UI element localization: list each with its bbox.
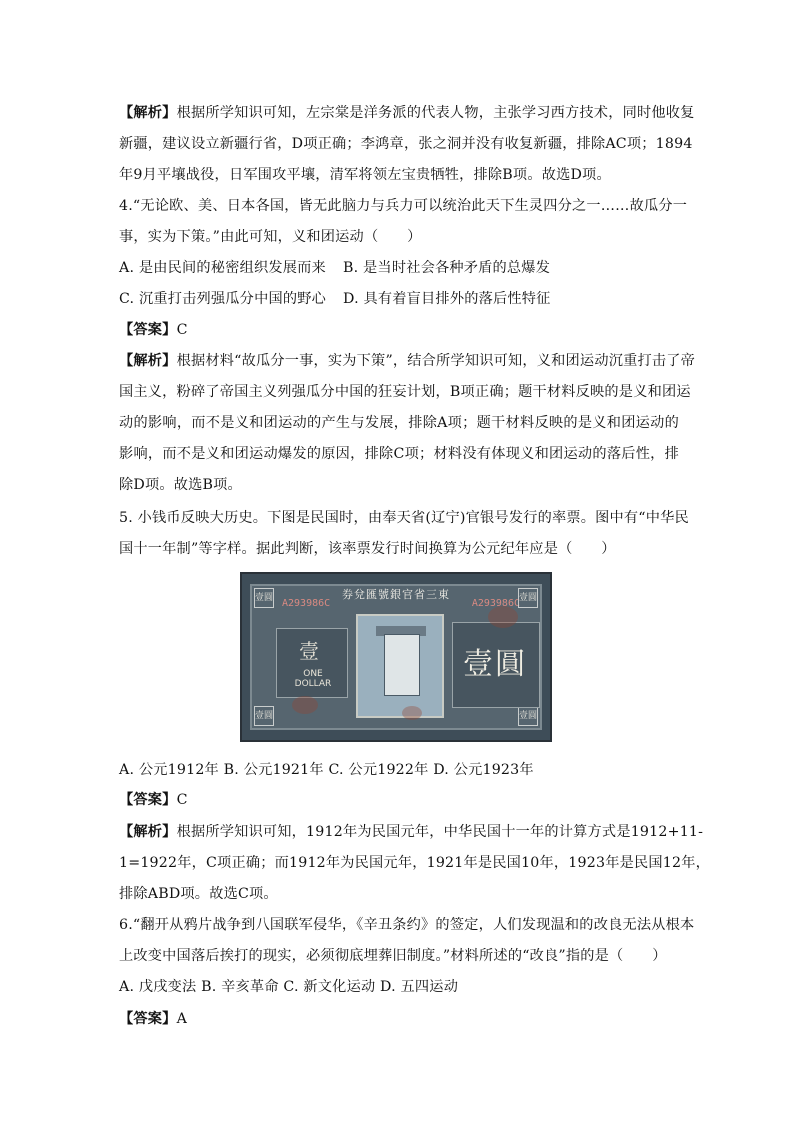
question-5-analysis-line-1 bbox=[119, 822, 704, 842]
analysis-label: 【解析】 bbox=[119, 105, 177, 121]
banknote-title: 券兌匯號銀官省三東 bbox=[342, 588, 450, 601]
analysis-text: 根据所学知识可知，1912年为民国元年，中华民国十一年的计算方式是1912+11- bbox=[176, 824, 704, 840]
building-vignette bbox=[356, 614, 444, 718]
question-5-options: A. 公元1912年 B. 公元1921年 C. 公元1922年 D. 公元1923年 bbox=[119, 762, 534, 778]
stain bbox=[402, 706, 422, 720]
question-4-analysis-line-4: 影响，而不是义和团运动爆发的原因，排除C项；材料没有体现义和团运动的落后性，排 bbox=[119, 446, 679, 462]
question-5-answer bbox=[119, 790, 679, 810]
denomination-english: ONE DOLLAR bbox=[294, 669, 332, 689]
banknote-image bbox=[240, 572, 552, 742]
question-5-stem-line-2: 国十一年制”等字样。据此判断，该率票发行时间换算为公元纪年应是（ ） bbox=[119, 541, 616, 557]
answer-label: 【答案】 bbox=[119, 792, 177, 808]
question-5-stem-line-1: 5. 小钱币反映大历史。下图是民国时，由奉天省(辽宁)官银号发行的率票。图中有“中华民 bbox=[119, 510, 689, 526]
question-6-stem-line-2: 上改变中国落后挨打的现实，必须彻底埋葬旧制度。”材料所述的“改良”指的是（ ） bbox=[119, 948, 667, 964]
question-4-stem-line-2: 事，实为下策。”由此可知，义和团运动（ ） bbox=[119, 229, 422, 245]
analysis-label: 【解析】 bbox=[119, 353, 177, 369]
question-5-analysis-line-2: 1=1922年，C项正确；而1912年为民国元年，1921年是民国10年，1923年是民国12年， bbox=[119, 855, 710, 871]
corner-mark: 壹圓 bbox=[254, 706, 274, 726]
question-4-options-row-2 bbox=[119, 289, 679, 309]
option-c: C. 沉重打击列强瓜分中国的野心 bbox=[119, 291, 327, 307]
question-4-analysis-line-5: 除D项。故选B项。 bbox=[119, 477, 242, 493]
analysis-q3-line-1 bbox=[119, 103, 695, 123]
denomination-large: 壹圓 bbox=[463, 647, 527, 682]
question-4-analysis-line-2: 国主义，粉碎了帝国主义列强瓜分中国的狂妄计划，B项正确；题干材料反映的是义和团运 bbox=[119, 384, 691, 400]
stain bbox=[292, 696, 318, 714]
analysis-label: 【解析】 bbox=[119, 824, 177, 840]
question-6-answer bbox=[119, 1009, 679, 1029]
analysis-q3-line-2: 新疆，建议设立新疆行省，D项正确；李鸿章，张之洞并没有收复新疆，排除AC项；1894 bbox=[119, 136, 693, 152]
question-5-analysis-line-3: 排除ABD项。故选C项。 bbox=[119, 886, 278, 902]
question-6-options: A. 戊戌变法 B. 辛亥革命 C. 新文化运动 D. 五四运动 bbox=[119, 979, 459, 995]
question-4-stem-line-1: 4.“无论欧、美、日本各国，皆无此脑力与兵力可以统治此天下生灵四分之一……故瓜分一 bbox=[119, 198, 688, 214]
analysis-text: 根据所学知识可知，左宗棠是洋务派的代表人物，主张学习西方技术，同时他收复 bbox=[176, 105, 695, 121]
corner-mark: 壹圓 bbox=[518, 706, 538, 726]
serial-number-left: A293986C bbox=[282, 598, 331, 609]
question-4-analysis-line-1 bbox=[119, 351, 696, 371]
question-4-analysis-line-3: 动的影响，而不是义和团运动的产生与发展，排除A项；题干材料反映的是义和团运动的 bbox=[119, 415, 679, 431]
question-4-options-row-1 bbox=[119, 258, 679, 278]
option-a: A. 是由民间的秘密组织发展而来 bbox=[119, 260, 326, 276]
question-6-stem-line-1: 6.“翻开从鸦片战争到八国联军侵华，《辛丑条约》的签定，人们发现温和的改良无法从根本 bbox=[119, 917, 695, 933]
denomination-panel-left bbox=[276, 628, 348, 698]
answer-value: C bbox=[176, 322, 188, 338]
stain bbox=[488, 606, 518, 628]
answer-label: 【答案】 bbox=[119, 322, 177, 338]
option-b: B. 是当时社会各种矛盾的总爆发 bbox=[343, 260, 551, 276]
option-d: D. 具有着盲目排外的落后性特征 bbox=[343, 291, 551, 307]
serial-number-right: A293986C bbox=[471, 598, 520, 609]
corner-mark: 壹圓 bbox=[254, 588, 274, 608]
banknote-frame bbox=[250, 584, 542, 730]
answer-value: C bbox=[176, 792, 188, 808]
analysis-q3-line-3: 年9月平壤战役，日军围攻平壤，清军将领左宝贵牺牲，排除B项。故选D项。 bbox=[119, 167, 611, 183]
question-4-answer bbox=[119, 320, 679, 340]
answer-value: A bbox=[176, 1011, 188, 1027]
denomination-character: 壹 bbox=[299, 639, 319, 663]
denomination-panel-right bbox=[452, 622, 540, 708]
analysis-text: 根据材料“故瓜分一事，实为下策”，结合所学知识可知，义和团运动沉重打击了帝 bbox=[176, 353, 696, 369]
answer-label: 【答案】 bbox=[119, 1011, 177, 1027]
tower-illustration bbox=[384, 634, 420, 696]
corner-mark: 壹圓 bbox=[518, 588, 538, 608]
